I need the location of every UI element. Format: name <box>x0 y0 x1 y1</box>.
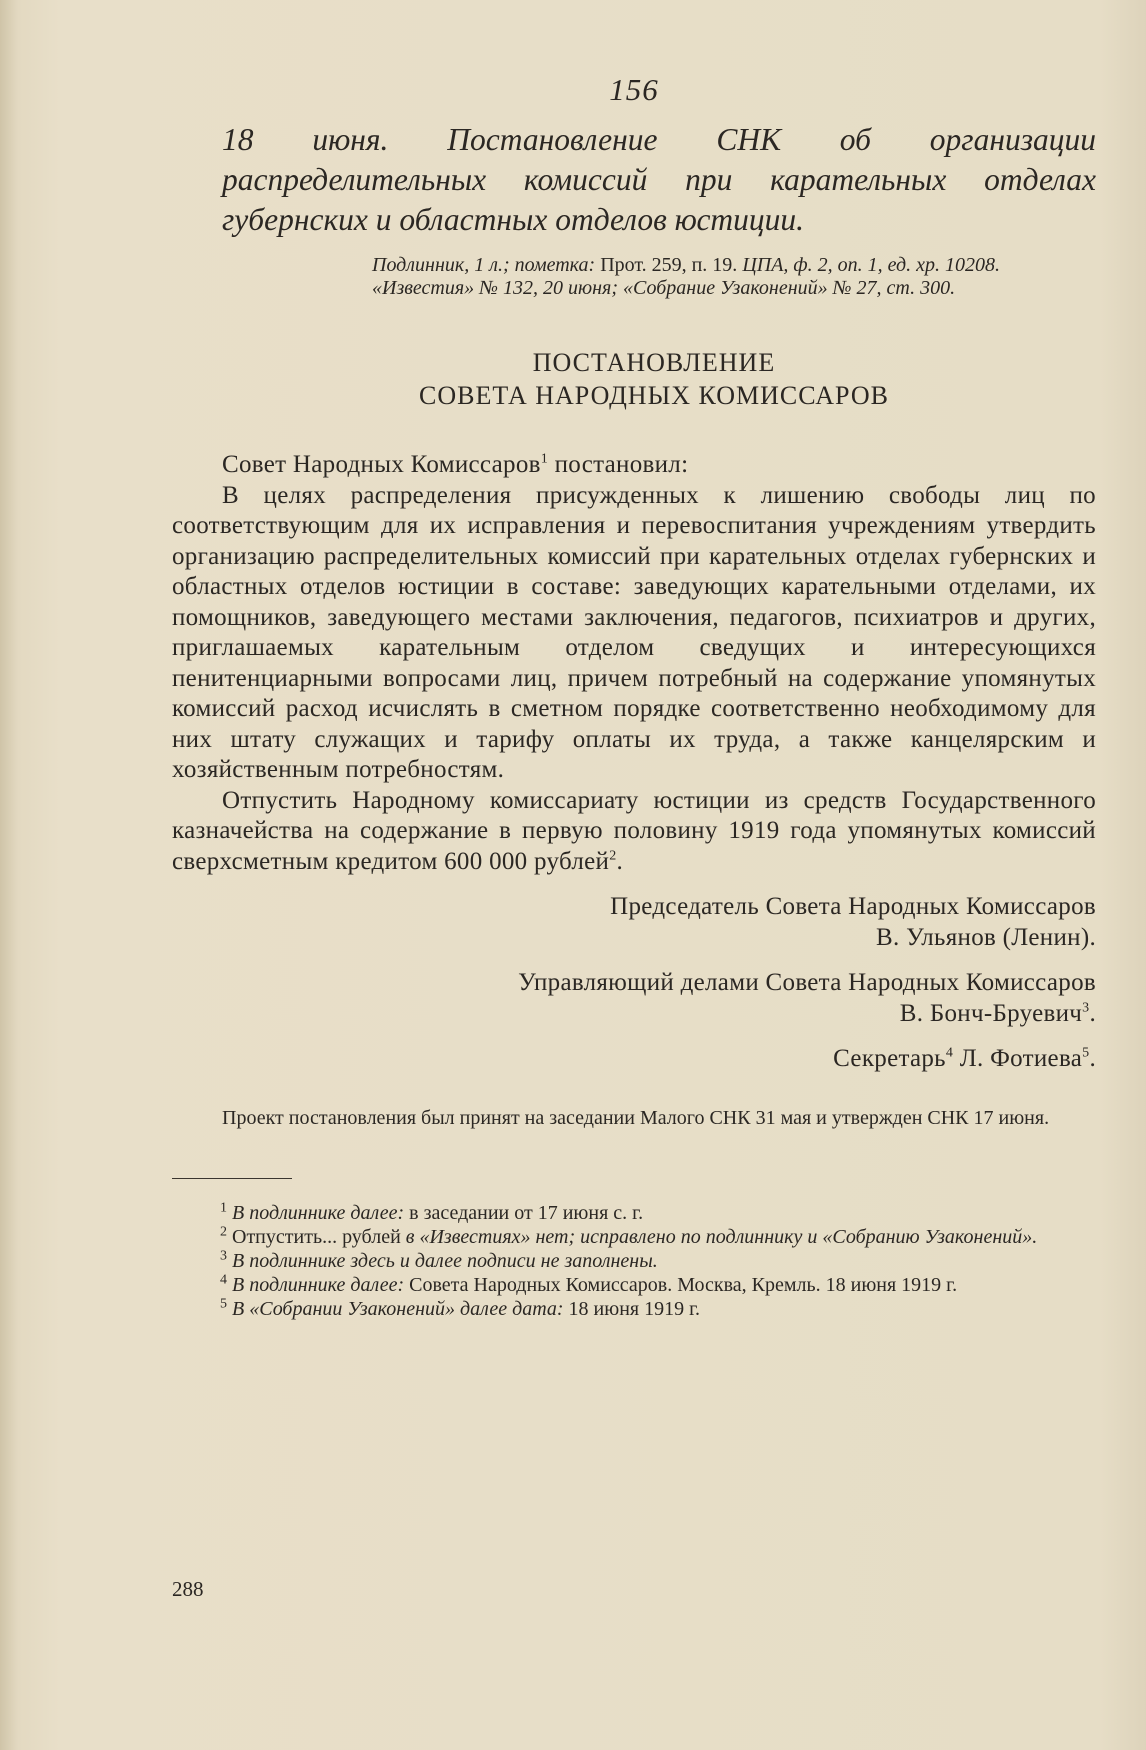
intro-text: Совет Народных Комиссаров <box>222 451 541 478</box>
footnote-1 <box>172 1201 1096 1225</box>
footnote-5-italic: В «Собрании Узаконений» далее дата: <box>232 1298 564 1320</box>
secretary-title: Секретарь <box>833 1045 946 1072</box>
decree-heading <box>172 346 1096 412</box>
footnote-2-text: Отпустить... рублей <box>232 1226 401 1248</box>
footnote-3-italic: В подлиннике здесь и далее подписи не заполнены. <box>232 1250 658 1272</box>
source1-label: Подлинник, 1 л.; пометка: <box>372 254 596 276</box>
footnote-2 <box>172 1225 1096 1249</box>
paragraph-2 <box>172 786 1096 878</box>
signature-chair <box>172 891 1096 953</box>
intro-line <box>172 450 1096 481</box>
signature-secretary <box>172 1043 1096 1074</box>
footnote-ref-1: 1 <box>540 451 549 467</box>
heading-line-1: ПОСТАНОВЛЕНИЕ <box>532 348 776 377</box>
footnote-2-italic: в «Известиях» нет; исправлено по подлиннику и «Собранию Узаконений». <box>405 1226 1038 1248</box>
footnote-ref-2: 2 <box>609 848 617 864</box>
manager-name: В. Бонч-Бруевич <box>899 1000 1083 1027</box>
footnote-4-text: Совета Народных Комиссаров. Москва, Кремль. 18 июня 1919 г. <box>409 1274 958 1296</box>
source-line-1 <box>312 254 1096 277</box>
heading-line-2: СОВЕТА НАРОДНЫХ КОМИССАРОВ <box>419 381 889 410</box>
chair-name: В. Ульянов (Ленин). <box>876 924 1096 951</box>
source-reference <box>172 254 1096 300</box>
document-title: 18 июня. Постановление СНК об организации распределительных комиссий при карательных отделах губернских и областных отделов юстиции. <box>222 122 1096 237</box>
secretary-line <box>172 1043 1096 1074</box>
paragraph-2-end: . <box>616 847 624 875</box>
secretary-end: . <box>1089 1045 1096 1072</box>
secretary-name: Л. Фотиева <box>959 1045 1083 1072</box>
footnote-divider <box>172 1178 292 1179</box>
page-number: 288 <box>172 1577 204 1601</box>
manager-end: . <box>1089 1000 1096 1027</box>
footnote-4-number: 4 <box>220 1272 227 1288</box>
source-line-2: «Известия» № 132, 20 июня; «Собрание Узаконений» № 27, ст. 300. <box>372 277 956 299</box>
footnote-4 <box>172 1273 1096 1297</box>
manager-title: Управляющий делами Совета Народных Комиссаров <box>518 969 1096 996</box>
intro-end: постановил: <box>554 451 689 478</box>
footnote-1-italic: В подлиннике далее: <box>232 1202 405 1224</box>
source1-archive: ЦПА, ф. 2, оп. 1, ед. хр. 10208. <box>742 254 1000 276</box>
document-number: 156 <box>609 72 659 107</box>
footnote-2-number: 2 <box>220 1224 227 1240</box>
chair-title: Председатель Совета Народных Комиссаров <box>610 893 1096 920</box>
footnote-3 <box>172 1249 1096 1273</box>
footnote-5-number: 5 <box>220 1296 227 1312</box>
footnote-5-text: 18 июня 1919 г. <box>568 1298 701 1320</box>
footnote-3-number: 3 <box>220 1248 227 1264</box>
footnotes <box>172 1201 1096 1321</box>
page-content <box>172 72 1096 1321</box>
footnote-ref-4: 4 <box>945 1045 954 1061</box>
signature-manager <box>172 967 1096 1029</box>
paragraph-1: В целях распределения присужденных к лишению свободы лиц по соответствующим для их исправления и перевоспитания учреждениям утвердить организацию распределительных комиссий при карательных отделах губернских и областных отделов юстиции в составе: заведующих карательными отделами, их помощников, заведующего местами заключения, педагогов, психиатров и других, приглашаемых карательным отделом сведущих и интересующихся пенитенциарными вопросами лиц, причем потребный на содержание упомянутых комиссий расход исчислять в сметном порядке соответственно необходимому для них штату служащих и тарифу оплаты их труда, а также канцелярским и хозяйственным потребностям. <box>172 481 1096 783</box>
footnote-5 <box>172 1297 1096 1321</box>
paragraph-2-text: Отпустить Народному комиссариату юстиции из средств Государственного казначейства на содержание в первую половину 1919 года упомянутых комиссий сверхсметным кредитом 600 000 рублей <box>172 786 1096 875</box>
source1-mark: Прот. 259, п. 19. <box>600 254 738 276</box>
footnote-1-text: в заседании от 17 июня с. г. <box>409 1202 644 1224</box>
footnote-ref-5: 5 <box>1082 1045 1090 1061</box>
footnote-ref-3: 3 <box>1082 1000 1090 1016</box>
manager-name-line <box>172 998 1096 1029</box>
footnote-1-number: 1 <box>220 1200 227 1216</box>
footnote-4-italic: В подлиннике далее: <box>232 1274 405 1296</box>
editorial-note: Проект постановления был принят на заседании Малого СНК 31 мая и утвержден СНК 17 июня. <box>222 1107 1050 1129</box>
